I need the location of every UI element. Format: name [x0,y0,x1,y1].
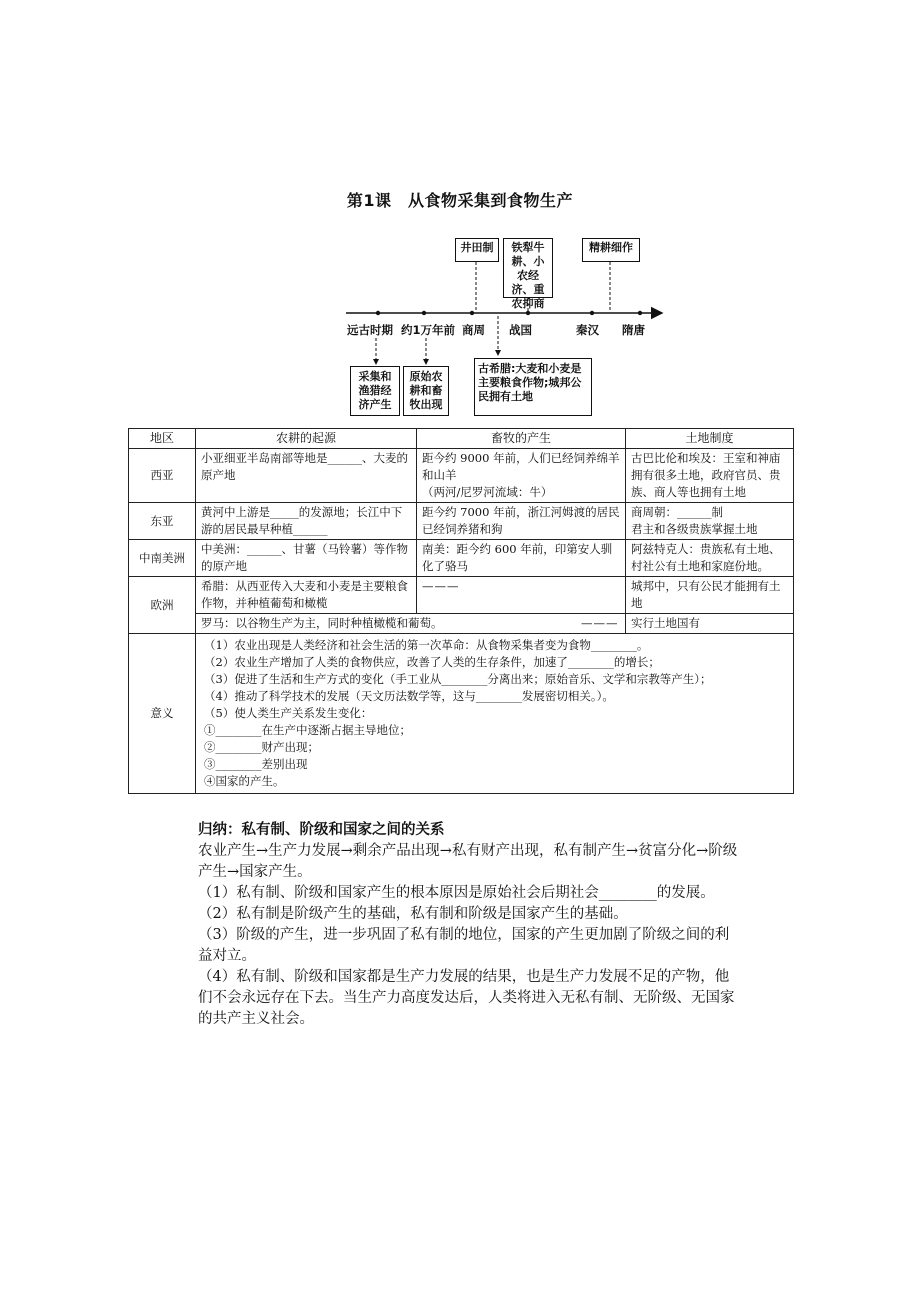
col-farming: 农耕的起源 [196,429,417,449]
farming-cell: 中美洲：______、甘薯（马铃薯）等作物的原产地 [196,540,417,577]
table-row [129,614,794,634]
farming-cell-rome: 罗马：以谷物生产为主，同时种植橄榄和葡萄。 ——— [196,614,626,634]
summary-paragraph: （2）私有制是阶级产生的基础，私有制和阶级是国家产生的基础。 [198,906,628,922]
box-zhanguo: 铁犁牛耕、小农经济、重农抑商 [503,238,553,298]
farming-cell: 希腊：从西亚传入大麦和小麦是主要粮食作物，并种植葡萄和橄榄 [196,577,417,614]
col-herding: 畜牧的产生 [417,429,626,449]
herding-cell: ——— [417,577,626,614]
table-row [129,503,794,540]
table-row [129,449,794,503]
land-cell: 实行土地国有 [626,614,794,634]
box-jingtian: 井田制 [455,238,499,262]
land-cell: 商周朝：______制 君主和各级贵族掌握土地 [626,503,794,540]
timeline-lines [0,0,920,430]
summary-paragraph: 农业产生→生产力发展→剩余产品出现→私有财产出现，私有制产生→贫富分化→阶级产生→国家产生。 [198,843,738,880]
box-caiji: 采集和渔猎经济产生 [350,366,400,416]
land-cell: 古巴比伦和埃及：王室和神庙拥有很多土地，政府官员、贵族、商人等也拥有土地 [626,449,794,503]
farming-cell: 小亚细亚半岛南部等地是______、大麦的原产地 [196,449,417,503]
table-header-row [129,429,794,449]
table-row [129,540,794,577]
region-cell: 东亚 [129,503,196,540]
herding-cell: 距今约 7000 年前，浙江河姆渡的居民已经饲养猪和狗 [417,503,626,540]
era-yiwan: 约1万年前 [401,323,456,337]
timeline-diagram [0,0,920,430]
summary-paragraph: （3）阶级的产生，进一步巩固了私有制的地位，国家的产生更加剧了阶级之间的利益对立。 [198,927,730,964]
herding-cell: 南美：距今约 600 年前，印第安人驯化了骆马 [417,540,626,577]
box-gu-xila: 古希腊:大麦和小麦是主要粮食作物;城邦公民拥有土地 [474,358,592,416]
herding-cell: 距今约 9000 年前，人们已经饲养绵羊和山羊 （两河/尼罗河流域：牛） [417,449,626,503]
region-cell: 欧洲 [129,577,196,634]
era-shangzhou: 商周 [462,323,485,337]
region-cell: 西亚 [129,449,196,503]
col-land: 土地制度 [626,429,794,449]
land-cell: 阿兹特克人：贵族私有土地、村社公有土地和家庭份地。 [626,540,794,577]
era-yuangu: 远古时期 [347,323,393,337]
meaning-label: 意义 [129,634,196,794]
region-cell: 中南美洲 [129,540,196,577]
summary-heading: 归纳：私有制、阶级和国家之间的关系 [198,822,445,838]
meaning-row [129,634,794,794]
meaning-cell: （1）农业出现是人类经济和社会生活的第一次革命：从食物采集者变为食物________。 （2）农业生产增加了人类的食物供应，改善了人类的生存条件，加速了________的增长； （3）促进了生活和生产方式的变化（手工业从________分离出来；原始音乐、文学和宗教等产生）； （4）推动了科学技术的发展（天文历法数学等，这与________发展密切相关。）。 （5）使人类生产关系发生变化： ①________在生产中逐渐占据主导地位； ②________财产出现； ③________差别出现 ④国家的产生。 [196,634,794,794]
box-jinggeng: 精耕细作 [582,238,640,262]
farming-table [128,428,794,794]
col-region: 地区 [129,429,196,449]
box-yuanshi: 原始农耕和畜牧出现 [403,366,449,416]
era-suitang: 隋唐 [622,323,645,337]
summary-paragraph: （1）私有制、阶级和国家产生的根本原因是原始社会后期社会________的发展。 [198,885,715,901]
land-cell: 城邦中，只有公民才能拥有土地 [626,577,794,614]
era-zhanguo: 战国 [509,323,532,337]
page-title: 第1课 从食物采集到食物生产 [346,191,574,210]
table-row [129,577,794,614]
farming-cell: 黄河中上游是_____的发源地；长江中下游的居民最早种植______ [196,503,417,540]
summary-paragraph: （4）私有制、阶级和国家都是生产力发展的结果，也是生产力发展不足的产物，他们不会永远存在下去。当生产力高度发达后，人类将进入无私有制、无阶级、无国家的共产主义社会。 [198,969,735,1027]
era-qinhan: 秦汉 [576,323,599,337]
summary-section [198,820,738,1030]
